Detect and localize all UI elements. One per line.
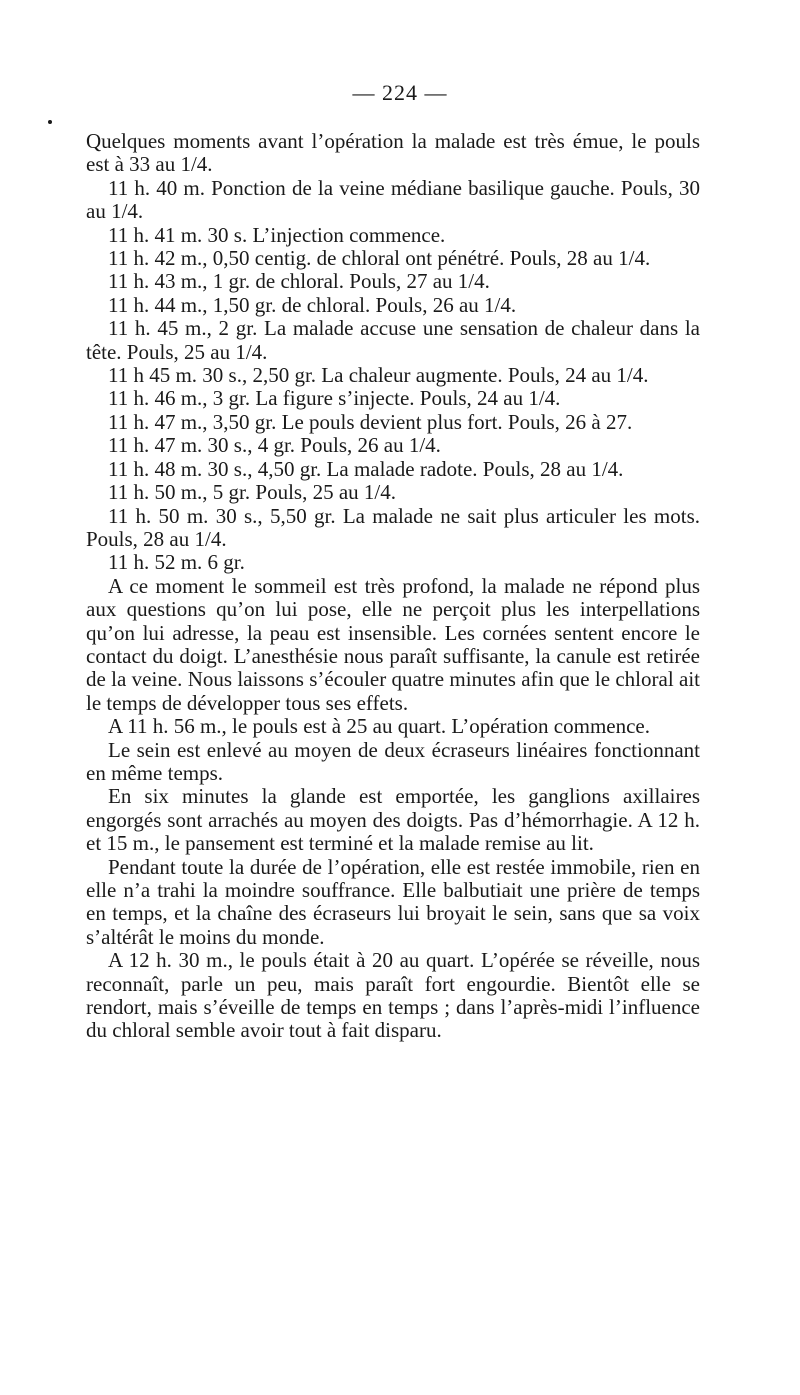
paragraph: 11 h. 44 m., 1,50 gr. de chloral. Pouls, 26 au 1/4. [108, 292, 517, 317]
paragraph: A 11 h. 56 m., le pouls est à 25 au quart. L’opération commence. [108, 714, 650, 739]
paragraph: 11 h. 47 m., 3,50 gr. Le pouls devient plus fort. Pouls, 26 à 27. [108, 409, 633, 434]
paragraph: 11 h. 43 m., 1 gr. de chloral. Pouls, 27 au 1/4. [108, 269, 490, 294]
paragraph: 11 h. 47 m. 30 s., 4 gr. Pouls, 26 au 1/4. [108, 433, 441, 458]
ink-speck [48, 120, 52, 124]
paragraph: 11 h. 41 m. 30 s. L’injection commence. [108, 222, 446, 247]
paragraph: En six minutes la glande est emportée, les ganglions axillaires engorgés sont arrachés au moyen des doigts. Pas d’hémorrhagie. A 12 h. et 15 m., le pansement est terminé et la malade remise au lit. [86, 784, 700, 856]
paragraph: A ce moment le sommeil est très profond, la malade ne répond plus aux questions qu’on lui pose, elle ne perçoit plus les interpellations qu’on lui adresse, la peau est insensible. Les cornées sentent encore le contact du doigt. L’anesthésie nous paraît suffisante, la canule est retirée de la veine. Nous laissons s’écouler quatre minutes afin que le chloral ait le temps de développer tous ses effets. [86, 573, 700, 715]
paragraph: 11 h. 40 m. Ponction de la veine médiane basilique gauche. Pouls, 30 au 1/4. [86, 175, 700, 224]
body-text [86, 130, 700, 1043]
paragraph: Quelques moments avant l’opération la malade est très émue, le pouls est à 33 au 1/4. [86, 129, 700, 177]
paragraph: Le sein est enlevé au moyen de deux écraseurs linéaires fonctionnant en même temps. [86, 737, 700, 785]
page-number: — 224 — [352, 80, 448, 105]
paragraph: 11 h. 48 m. 30 s., 4,50 gr. La malade radote. Pouls, 28 au 1/4. [108, 456, 624, 481]
paragraph: 11 h. 42 m., 0,50 centig. de chloral ont pénétré. Pouls, 28 au 1/4. [108, 246, 651, 271]
paragraph: 11 h. 52 m. 6 gr. [108, 550, 245, 575]
paragraph: 11 h. 50 m. 30 s., 5,50 gr. La malade ne sait plus articuler les mots. Pouls, 28 au 1/4. [86, 503, 700, 551]
paragraph: 11 h 45 m. 30 s., 2,50 gr. La chaleur augmente. Pouls, 24 au 1/4. [108, 363, 649, 388]
paragraph: 11 h. 46 m., 3 gr. La figure s’injecte. Pouls, 24 au 1/4. [108, 386, 561, 411]
paragraph: A 12 h. 30 m., le pouls était à 20 au quart. L’opérée se réveille, nous reconnaît, parle un peu, mais paraît fort engourdie. Bientôt elle se rendort, mais s’éveille de temps en temps ; dans l’après-midi l’influence du chloral semble avoir tout à fait disparu. [86, 948, 700, 1043]
paragraph: 11 h. 50 m., 5 gr. Pouls, 25 au 1/4. [108, 480, 396, 505]
paragraph: 11 h. 45 m., 2 gr. La malade accuse une sensation de chaleur dans la tête. Pouls, 25 au 1/4. [86, 316, 700, 364]
paragraph: Pendant toute la durée de l’opération, elle est restée immobile, rien en elle n’a trahi la moindre souffrance. Elle balbutiait une prière de temps en temps, et la chaîne des écraseurs lui broyait le sein, sans que sa voix s’altérât le moins du monde. [86, 854, 700, 949]
